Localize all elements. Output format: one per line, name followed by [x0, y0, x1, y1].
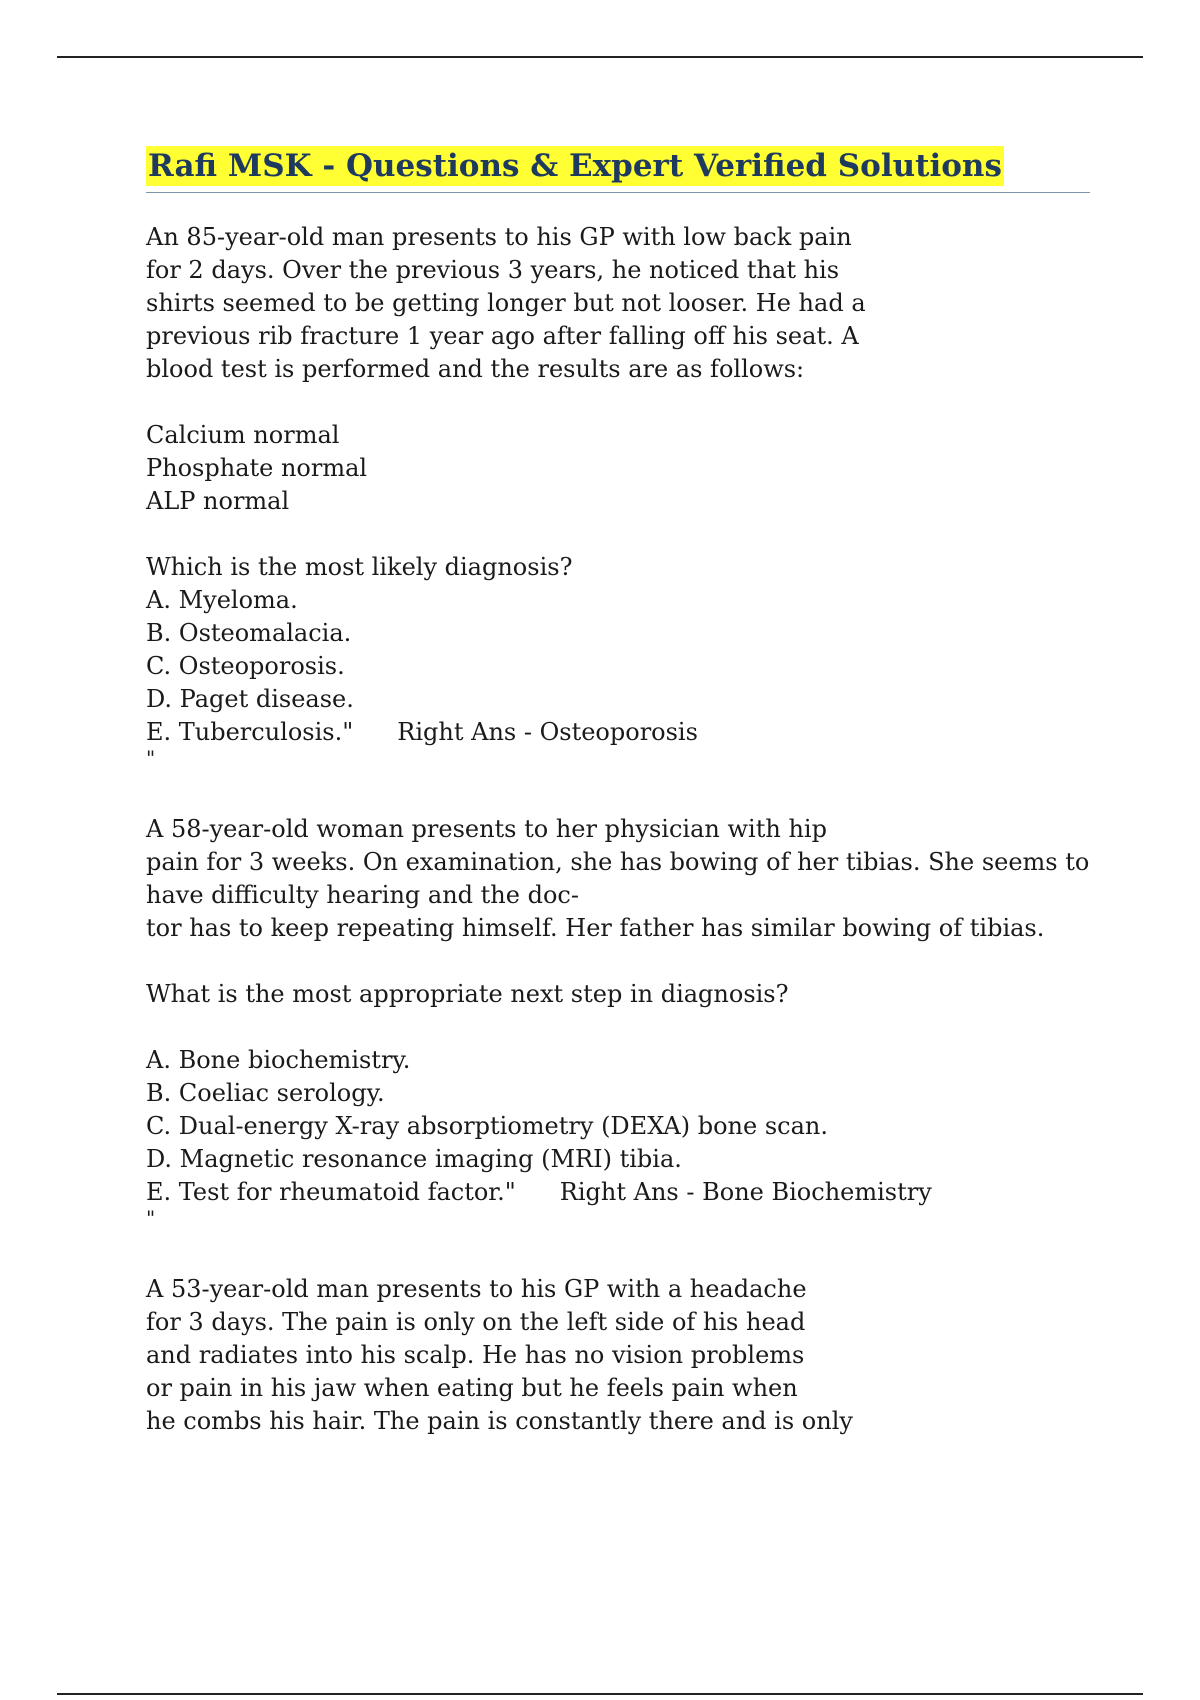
option-e: E. Tuberculosis.": [146, 718, 354, 746]
footer-rule: [57, 1693, 1143, 1695]
option-e-row: [146, 716, 1090, 749]
stem-line: he combs his hair. The pain is constantly there and is only: [146, 1407, 853, 1435]
title-block: [146, 146, 1090, 193]
question-1: [146, 221, 1090, 770]
question-prompt: What is the most appropriate next step in diagnosis?: [146, 980, 789, 1008]
result-line: ALP normal: [146, 487, 290, 515]
option-c: C. Osteoporosis.: [146, 652, 345, 680]
question-prompt: Which is the most likely diagnosis?: [146, 553, 573, 581]
stem-line: A 53-year-old man presents to his GP with a headache: [146, 1275, 807, 1303]
option-d: D. Magnetic resonance imaging (MRI) tibia.: [146, 1145, 682, 1173]
result-line: Phosphate normal: [146, 454, 368, 482]
stem-line: previous rib fracture 1 year ago after falling off his seat. A: [146, 322, 859, 350]
stem-line: have difficulty hearing and the doc-: [146, 881, 579, 909]
spacer: [146, 518, 1090, 551]
stem-line: and radiates into his scalp. He has no vision problems: [146, 1341, 805, 1369]
stem-line: tor has to keep repeating himself. Her father has similar bowing of tibias.: [146, 914, 1045, 942]
stem-line: for 2 days. Over the previous 3 years, he noticed that his: [146, 256, 840, 284]
stem-line: blood test is performed and the results are as follows:: [146, 355, 805, 383]
page-title: Rafi MSK - Questions & Expert Verified Solutions: [148, 148, 1002, 184]
question-2: [146, 813, 1090, 1230]
option-e-row: [146, 1176, 1090, 1209]
trailing-quote: ": [146, 1206, 156, 1230]
right-answer: Right Ans - Bone Biochemistry: [559, 1178, 932, 1206]
stem-line: for 3 days. The pain is only on the left side of his head: [146, 1308, 806, 1336]
spacer: [146, 945, 1090, 978]
trailing-quote: ": [146, 746, 156, 770]
stem-line: or pain in his jaw when eating but he feels pain when: [146, 1374, 798, 1402]
option-a: A. Bone biochemistry.: [146, 1046, 411, 1074]
spacer: [146, 1227, 1090, 1273]
stem-line: A 58-year-old woman presents to her physician with hip: [146, 815, 827, 843]
stem-line: An 85-year-old man presents to his GP with low back pain: [146, 223, 852, 251]
question-3: [146, 1273, 1090, 1438]
stem-line: pain for 3 weeks. On examination, she has bowing of her tibias. She seems to: [146, 848, 1090, 876]
spacer: [146, 386, 1090, 419]
option-a: A. Myeloma.: [146, 586, 298, 614]
header-rule: [57, 56, 1143, 58]
page-content: [146, 146, 1090, 1438]
option-c: C. Dual-energy X-ray absorptiometry (DEXA) bone scan.: [146, 1112, 828, 1140]
spacer: [146, 1011, 1090, 1044]
option-d: D. Paget disease.: [146, 685, 354, 713]
spacer: [146, 767, 1090, 813]
option-b: B. Osteomalacia.: [146, 619, 352, 647]
stem-line: shirts seemed to be getting longer but not looser. He had a: [146, 289, 866, 317]
right-answer: Right Ans - Osteoporosis: [397, 718, 698, 746]
option-b: B. Coeliac serology.: [146, 1079, 385, 1107]
result-line: Calcium normal: [146, 421, 340, 449]
option-e: E. Test for rheumatoid factor.": [146, 1178, 516, 1206]
